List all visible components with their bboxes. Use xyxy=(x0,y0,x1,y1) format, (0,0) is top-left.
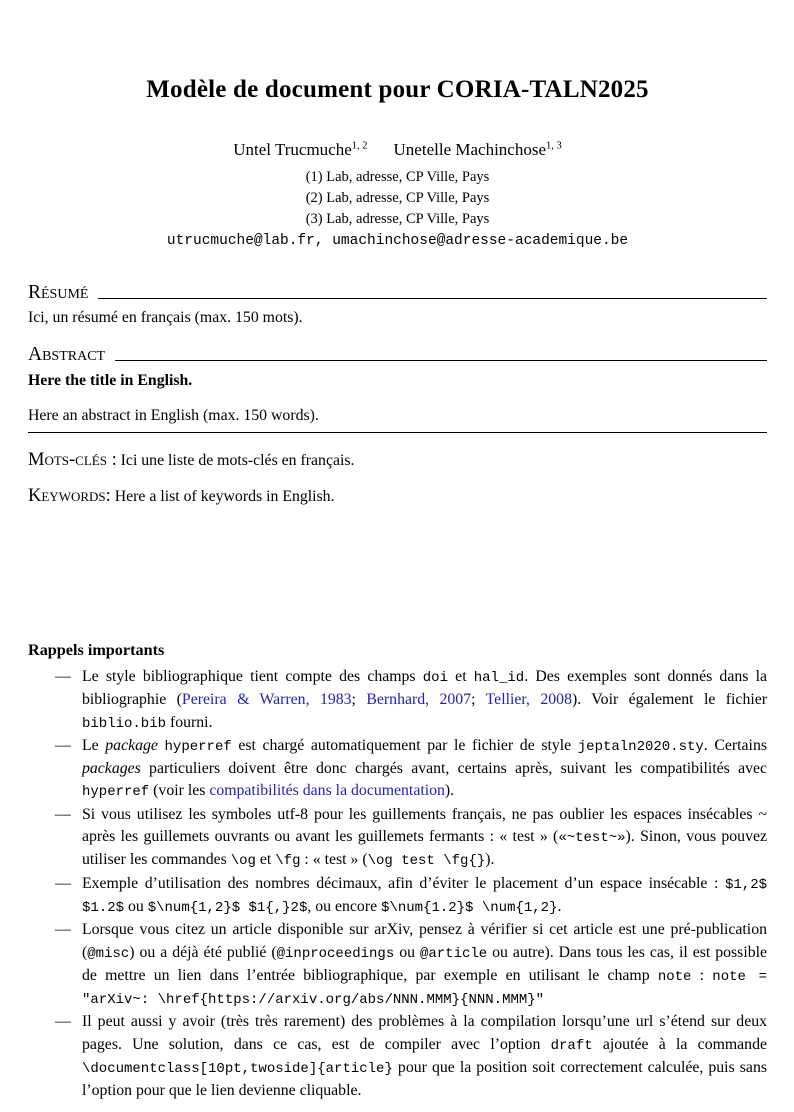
text-segment: est chargé automatiquement par le fichier de style xyxy=(231,736,578,754)
inline-code: biblio.bib xyxy=(82,715,167,732)
list-bullet: — xyxy=(55,921,71,939)
paper-title: Modèle de document pour CORIA-TALN2025 xyxy=(146,76,649,103)
inline-code: hal_id xyxy=(473,670,525,686)
inline-code: @article xyxy=(419,945,488,962)
inline-code: hyperref xyxy=(82,784,150,801)
affiliation-3: (3) Lab, adresse, CP Ville, Pays xyxy=(305,211,490,227)
text-segment: Il peut aussi y avoir (très très rarement) des problèmes à la compilation lorsqu’une url s’étend sur deux pages. Une solution, dans ce cas, est de compiler avec l’option xyxy=(82,1013,767,1053)
text-segment: Le style bibliographique tient compte des champs xyxy=(82,668,423,685)
text-segment: ). Voir également le fichier xyxy=(571,691,768,709)
author-2-name: Unetelle Machinchose xyxy=(393,140,546,159)
inline-code: note xyxy=(657,968,692,985)
text-segment: ). Sinon, vous pouvez utiliser les commandes xyxy=(82,828,767,869)
text-segment: ou autre). Dans tous les cas, il est possible de mettre un lien dans l’entrée bibliographique, par exemple en utilisant le champ xyxy=(82,943,768,984)
inline-link[interactable]: Pereira & Warren, 1983 xyxy=(181,691,352,709)
inline-link[interactable]: Tellier, 2008 xyxy=(485,691,572,709)
text-segment: pour que la position soit correctement calculée, puis sans l’option pour que le lien devienne cliquable. xyxy=(82,1059,767,1100)
list-bullet: — xyxy=(55,668,71,685)
motscles-line xyxy=(28,450,767,471)
text-segment: fourni. xyxy=(166,713,213,731)
inline-code: @misc xyxy=(87,945,130,962)
list-item xyxy=(28,735,767,804)
text-segment: Lorsque vous citez un article disponible sur arXiv, pensez à vérifier si cet article est une pré-publication ( xyxy=(82,921,767,961)
keywords-text: Here a list of keywords in English. xyxy=(114,488,335,505)
resume-text: Ici, un résumé en français (max. 150 mots). xyxy=(28,309,303,326)
inline-code: note = "arXiv~: \href{https://arxiv.org/abs/NNN.MMM}{NNN.MMM}" xyxy=(82,968,767,1009)
inline-code: @inproceedings xyxy=(276,945,395,962)
abstract-section-header xyxy=(28,344,767,366)
inline-link[interactable]: compatibilités dans la documentation xyxy=(209,782,445,800)
abstract-label: Abstract xyxy=(28,344,106,365)
inline-code: draft xyxy=(550,1037,593,1054)
author-2-affiliation-marks: 1, 3 xyxy=(546,140,562,152)
text-segment: ). xyxy=(444,782,455,800)
text-segment: et xyxy=(447,668,474,685)
author-2 xyxy=(394,140,562,159)
text-segment: packages xyxy=(82,760,141,778)
text-segment: ajoutée à la commande xyxy=(592,1035,767,1053)
section-heading-rappels: Rappels importants xyxy=(28,641,165,659)
text-segment: ou xyxy=(124,897,148,915)
notes-list xyxy=(28,666,767,1103)
inline-code: $1,2$ $1.2$ xyxy=(82,876,767,916)
keywords-label: Keywords: xyxy=(28,486,111,506)
abstract-text: Here an abstract in English (max. 150 words). xyxy=(28,407,319,424)
text-segment: ; xyxy=(351,691,367,709)
inline-code: \fg xyxy=(275,853,301,870)
inline-code: hyperref xyxy=(164,738,232,755)
inline-code: doi xyxy=(422,670,448,686)
list-item xyxy=(28,804,767,873)
text-segment: ou xyxy=(394,943,420,961)
text-segment: ; xyxy=(471,691,486,709)
text-segment: Le xyxy=(82,736,106,754)
author-1-name: Untel Trucmuche xyxy=(233,140,352,159)
text-segment: Exemple d’utilisation des nombres décimaux, afin d’éviter le placement d’un espace insécable : xyxy=(82,874,725,892)
text-segment: ). xyxy=(485,851,495,869)
inline-code: $\num{1.2}$ \num{1,2} xyxy=(381,899,558,916)
inline-code: «~test~» xyxy=(558,830,626,847)
text-segment: et xyxy=(255,851,276,869)
list-bullet: — xyxy=(55,805,71,823)
resume-rule xyxy=(98,298,767,299)
author-emails: utrucmuche@lab.fr, umachinchose@adresse-academique.be xyxy=(166,233,629,249)
author-1-affiliation-marks: 1, 2 xyxy=(351,140,368,152)
text-segment: . Certains xyxy=(703,736,767,754)
text-segment: . Des exemples sont donnés dans la bibliographie ( xyxy=(82,668,767,709)
motscles-text: Ici une liste de mots-clés en français. xyxy=(120,452,355,469)
list-item xyxy=(28,919,767,1011)
text-segment: (voir les xyxy=(149,782,210,800)
keywords-line xyxy=(28,486,767,507)
inline-link[interactable]: Bernhard, 2007 xyxy=(366,691,472,709)
text-segment xyxy=(158,737,165,754)
list-bullet: — xyxy=(55,1013,71,1031)
inline-code: $\num{1,2}$ $1{,}2$ xyxy=(147,899,308,916)
text-segment: : xyxy=(691,966,713,984)
affiliation-2: (2) Lab, adresse, CP Ville, Pays xyxy=(305,190,490,206)
text-segment: . xyxy=(557,897,562,915)
text-segment: ) ou a déjà été publié ( xyxy=(129,943,277,961)
affiliation-1: (1) Lab, adresse, CP Ville, Pays xyxy=(305,169,490,185)
text-segment: , ou encore xyxy=(307,897,382,915)
inline-code: \og test \fg{} xyxy=(367,853,486,870)
inline-code: jeptaln2020.sty xyxy=(577,738,704,755)
list-item xyxy=(28,873,767,920)
list-bullet: — xyxy=(55,874,71,892)
list-item xyxy=(28,1011,767,1102)
text-segment: : « test » ( xyxy=(300,851,368,869)
text-segment: package xyxy=(105,736,158,754)
resume-section-header xyxy=(28,282,767,304)
abstract-rule xyxy=(115,360,767,361)
text-segment: particuliers doivent être donc chargés avant, certains après, suivant les compatibilités avec xyxy=(140,760,767,778)
inline-code: \documentclass[10pt,twoside]{article} xyxy=(82,1061,393,1078)
inline-code: \og xyxy=(230,853,256,870)
abstract-section xyxy=(28,344,767,433)
motscles-label: Mots-clés : xyxy=(28,450,117,470)
resume-section xyxy=(28,282,767,327)
authors-line xyxy=(28,140,767,160)
list-bullet: — xyxy=(55,736,71,754)
resume-label: Résumé xyxy=(28,282,89,303)
abstract-english-title: Here the title in English. xyxy=(28,372,193,389)
author-1 xyxy=(233,140,367,159)
list-item xyxy=(28,666,767,735)
text-segment: Si vous utilisez les symboles utf-8 pour les guillements français, ne pas oublier les espaces insécables ~ après les guillemets ouvrants ou avant les guillemets fermants : « test » ( xyxy=(82,805,767,846)
